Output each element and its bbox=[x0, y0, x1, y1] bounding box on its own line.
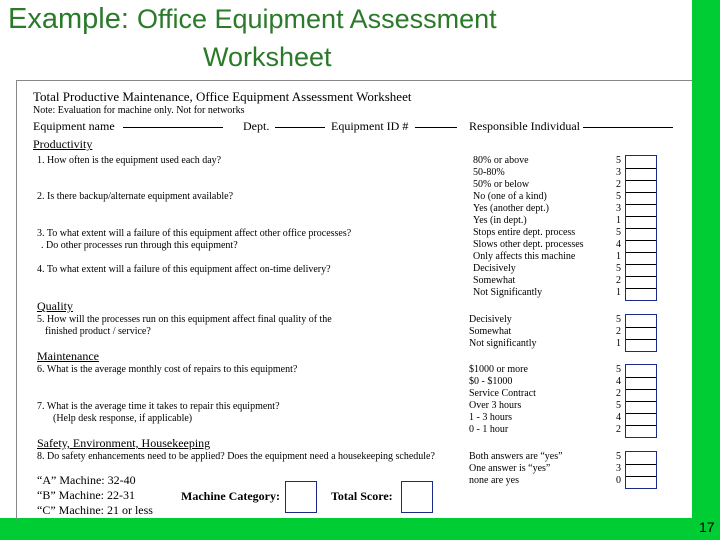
answer-option: Slows other dept. processes bbox=[473, 239, 584, 250]
score-cell-divider bbox=[626, 204, 656, 205]
score-cell-divider bbox=[626, 339, 656, 340]
equipment-id-field[interactable] bbox=[415, 127, 457, 128]
score-cell-divider bbox=[626, 192, 656, 193]
dept-label: Dept. bbox=[243, 119, 270, 133]
score-box-maintenance[interactable] bbox=[625, 364, 657, 438]
answer-score: 4 bbox=[616, 412, 621, 423]
machine-class-list bbox=[37, 473, 153, 518]
score-cell-divider bbox=[626, 252, 656, 253]
title-line-2: Worksheet bbox=[203, 42, 332, 72]
answer-option: No (one of a kind) bbox=[473, 191, 547, 202]
answer-option: $1000 or more bbox=[469, 364, 528, 375]
answers-safety bbox=[469, 451, 563, 487]
slide-title bbox=[8, 2, 497, 36]
section-quality: Quality bbox=[37, 299, 73, 313]
answer-score: 5 bbox=[616, 451, 621, 462]
worksheet bbox=[16, 80, 692, 519]
score-cell-divider bbox=[626, 425, 656, 426]
question-3-sub: . Do other processes run through this equipment? bbox=[41, 240, 238, 251]
side-accent-bar bbox=[692, 0, 720, 540]
answer-score: 2 bbox=[616, 326, 621, 337]
worksheet-title: Total Productive Maintenance, Office Equipment Assessment Worksheet bbox=[33, 89, 412, 104]
answer-score: 5 bbox=[616, 263, 621, 274]
score-cell-divider bbox=[626, 389, 656, 390]
answer-option: Decisively bbox=[469, 314, 512, 325]
answer-option: 80% or above bbox=[473, 155, 529, 166]
machine-category-label: Machine Category: bbox=[181, 489, 280, 503]
answer-option: Over 3 hours bbox=[469, 400, 522, 411]
answer-score: 1 bbox=[616, 338, 621, 349]
answer-option: Yes (another dept.) bbox=[473, 203, 549, 214]
title-line-1: Office Equipment Assessment bbox=[136, 4, 497, 34]
question-2: 2. Is there backup/alternate equipment available? bbox=[37, 191, 234, 202]
responsible-field[interactable] bbox=[583, 127, 673, 128]
question-7-sub: (Help desk response, if applicable) bbox=[53, 413, 193, 424]
answer-option: Decisively bbox=[473, 263, 516, 274]
answer-option: Somewhat bbox=[473, 275, 516, 286]
answer-option: Service Contract bbox=[469, 388, 536, 399]
answer-score: 2 bbox=[616, 275, 621, 286]
score-cell-divider bbox=[626, 401, 656, 402]
score-cell-divider bbox=[626, 180, 656, 181]
answer-score: 2 bbox=[616, 179, 621, 190]
answer-score: 5 bbox=[616, 364, 621, 375]
answer-score: 1 bbox=[616, 287, 621, 298]
machine-category-box[interactable] bbox=[285, 481, 317, 513]
machine-class-b: “B” Machine: 22-31 bbox=[37, 488, 135, 502]
answer-option: 50% or below bbox=[473, 179, 530, 190]
score-cell-divider bbox=[626, 168, 656, 169]
question-5-sub: finished product / service? bbox=[45, 326, 151, 337]
title-prefix: Example: bbox=[8, 3, 129, 35]
responsible-label: Responsible Individual bbox=[469, 119, 580, 133]
section-maintenance: Maintenance bbox=[37, 349, 99, 363]
answer-score: 5 bbox=[616, 155, 621, 166]
dept-field[interactable] bbox=[275, 127, 325, 128]
machine-class-c: “C” Machine: 21 or less bbox=[37, 503, 153, 517]
question-8: 8. Do safety enhancements need to be applied? Does the equipment need a housekeeping schedule? bbox=[37, 451, 435, 462]
answer-score: 0 bbox=[616, 475, 621, 486]
question-4: 4. To what extent will a failure of this equipment affect on-time delivery? bbox=[37, 264, 331, 275]
question-3: 3. To what extent will a failure of this equipment affect other office processes? bbox=[37, 228, 352, 239]
score-cell-divider bbox=[626, 327, 656, 328]
score-cell-divider bbox=[626, 476, 656, 477]
question-6: 6. What is the average monthly cost of repairs to this equipment? bbox=[37, 364, 298, 375]
answer-score: 5 bbox=[616, 227, 621, 238]
answer-option: 50-80% bbox=[473, 167, 505, 178]
answer-option: $0 - $1000 bbox=[469, 376, 513, 387]
score-cell-divider bbox=[626, 276, 656, 277]
question-1: 1. How often is the equipment used each day? bbox=[37, 155, 222, 166]
score-box-quality[interactable] bbox=[625, 314, 657, 352]
answer-score: 1 bbox=[616, 215, 621, 226]
answer-score: 5 bbox=[616, 314, 621, 325]
answer-option: Stops entire dept. process bbox=[473, 227, 576, 238]
answer-score: 2 bbox=[616, 424, 621, 435]
answer-option: Not significantly bbox=[469, 338, 537, 349]
scores-quality bbox=[611, 314, 621, 350]
score-box-productivity[interactable] bbox=[625, 155, 657, 301]
score-cell-divider bbox=[626, 413, 656, 414]
total-score-label: Total Score: bbox=[331, 489, 393, 503]
answer-score: 3 bbox=[616, 203, 621, 214]
answer-score: 2 bbox=[616, 388, 621, 399]
answer-score: 4 bbox=[616, 376, 621, 387]
question-5: 5. How will the processes run on this equipment affect final quality of the bbox=[37, 314, 332, 325]
answer-score: 1 bbox=[616, 251, 621, 262]
answers-productivity bbox=[473, 155, 584, 299]
section-productivity: Productivity bbox=[33, 137, 93, 151]
answers-quality bbox=[469, 314, 537, 350]
scores-productivity bbox=[611, 155, 621, 299]
total-score-box[interactable] bbox=[401, 481, 433, 513]
scores-safety bbox=[611, 451, 621, 487]
equipment-name-field[interactable] bbox=[123, 127, 223, 128]
answer-option: Not Significantly bbox=[473, 287, 543, 298]
score-cell-divider bbox=[626, 228, 656, 229]
answer-option: 1 - 3 hours bbox=[469, 412, 513, 423]
answer-option: none are yes bbox=[469, 475, 519, 486]
machine-class-a: “A” Machine: 32-40 bbox=[37, 473, 136, 487]
answer-score: 3 bbox=[616, 463, 621, 474]
score-cell-divider bbox=[626, 464, 656, 465]
section-safety: Safety, Environment, Housekeeping bbox=[37, 436, 211, 450]
answer-score: 5 bbox=[616, 191, 621, 202]
answer-option: Only affects this machine bbox=[473, 251, 576, 262]
score-cell-divider bbox=[626, 288, 656, 289]
answer-score: 4 bbox=[616, 239, 621, 250]
answer-score: 3 bbox=[616, 167, 621, 178]
answer-option: Somewhat bbox=[469, 326, 512, 337]
score-box-safety[interactable] bbox=[625, 451, 657, 489]
answer-option: One answer is “yes” bbox=[469, 463, 551, 474]
score-cell-divider bbox=[626, 377, 656, 378]
answer-option: Both answers are “yes” bbox=[469, 451, 563, 462]
worksheet-note: Note: Evaluation for machine only. Not for networks bbox=[33, 105, 245, 116]
answer-score: 5 bbox=[616, 400, 621, 411]
bottom-accent-bar bbox=[0, 518, 720, 540]
answers-maintenance bbox=[469, 364, 536, 436]
question-7: 7. What is the average time it takes to repair this equipment? bbox=[37, 401, 280, 412]
equipment-name-label: Equipment name bbox=[33, 119, 115, 133]
answer-option: 0 - 1 hour bbox=[469, 424, 509, 435]
score-cell-divider bbox=[626, 216, 656, 217]
score-cell-divider bbox=[626, 264, 656, 265]
equipment-id-label: Equipment ID # bbox=[331, 119, 409, 133]
page-number: 17 bbox=[699, 519, 715, 535]
answer-option: Yes (in dept.) bbox=[473, 215, 527, 226]
scores-maintenance bbox=[611, 364, 621, 436]
score-cell-divider bbox=[626, 240, 656, 241]
